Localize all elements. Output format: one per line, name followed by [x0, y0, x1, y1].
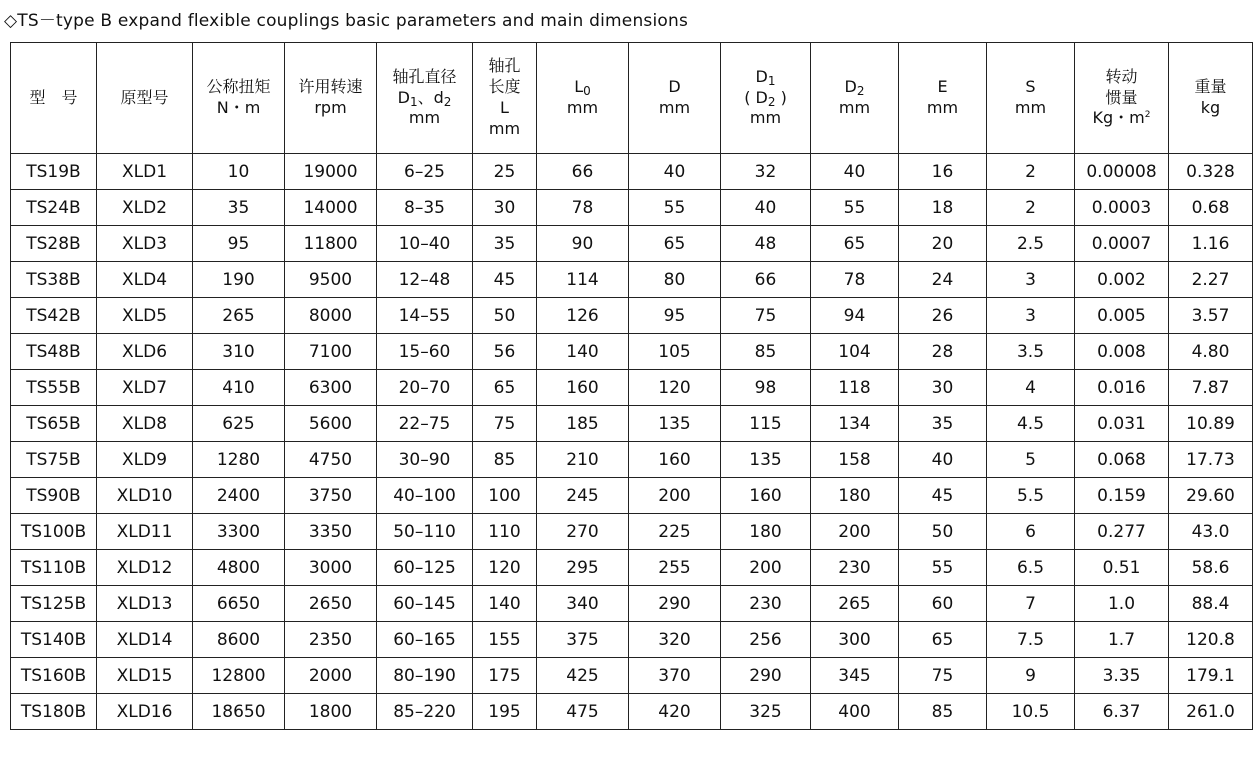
cell-e: 35 [899, 406, 987, 442]
cell-model: TS24B [11, 190, 97, 226]
cell-bore-diameter: 85–220 [377, 694, 473, 730]
cell-speed: 2350 [285, 622, 377, 658]
cell-speed: 2000 [285, 658, 377, 694]
header-original-model: 原型号 [97, 43, 193, 154]
cell-d1: 160 [721, 478, 811, 514]
cell-e: 24 [899, 262, 987, 298]
table-row [11, 334, 1253, 370]
cell-s: 2.5 [987, 226, 1075, 262]
cell-original-model: XLD14 [97, 622, 193, 658]
cell-inertia: 0.00008 [1075, 154, 1169, 190]
cell-l0: 185 [537, 406, 629, 442]
cell-bore-length: 110 [473, 514, 537, 550]
cell-d1: 115 [721, 406, 811, 442]
cell-torque: 190 [193, 262, 285, 298]
cell-inertia: 0.008 [1075, 334, 1169, 370]
cell-original-model: XLD3 [97, 226, 193, 262]
cell-speed: 14000 [285, 190, 377, 226]
cell-l0: 245 [537, 478, 629, 514]
cell-weight: 0.68 [1169, 190, 1253, 226]
cell-speed: 3750 [285, 478, 377, 514]
cell-s: 7 [987, 586, 1075, 622]
cell-bore-diameter: 60–165 [377, 622, 473, 658]
cell-bore-diameter: 14–55 [377, 298, 473, 334]
cell-e: 75 [899, 658, 987, 694]
cell-l0: 295 [537, 550, 629, 586]
cell-l0: 114 [537, 262, 629, 298]
cell-d1: 230 [721, 586, 811, 622]
cell-bore-diameter: 6–25 [377, 154, 473, 190]
cell-inertia: 1.0 [1075, 586, 1169, 622]
header-torque: 公称扭矩 N・m [193, 43, 285, 154]
cell-l0: 66 [537, 154, 629, 190]
cell-original-model: XLD1 [97, 154, 193, 190]
cell-d2: 104 [811, 334, 899, 370]
cell-bore-diameter: 30–90 [377, 442, 473, 478]
table-row [11, 298, 1253, 334]
cell-inertia: 0.031 [1075, 406, 1169, 442]
cell-inertia: 3.35 [1075, 658, 1169, 694]
cell-speed: 6300 [285, 370, 377, 406]
cell-d: 320 [629, 622, 721, 658]
cell-bore-diameter: 50–110 [377, 514, 473, 550]
cell-weight: 10.89 [1169, 406, 1253, 442]
cell-d2: 158 [811, 442, 899, 478]
header-d2: $D_2$ mm [811, 43, 899, 154]
cell-speed: 3000 [285, 550, 377, 586]
cell-speed: 11800 [285, 226, 377, 262]
cell-bore-length: 45 [473, 262, 537, 298]
cell-bore-length: 120 [473, 550, 537, 586]
cell-d1: 200 [721, 550, 811, 586]
cell-d: 55 [629, 190, 721, 226]
cell-l0: 140 [537, 334, 629, 370]
cell-model: TS100B [11, 514, 97, 550]
cell-original-model: XLD6 [97, 334, 193, 370]
cell-model: TS90B [11, 478, 97, 514]
cell-d1: 180 [721, 514, 811, 550]
header-l0: $L_0$ mm [537, 43, 629, 154]
cell-d2: 180 [811, 478, 899, 514]
cell-e: 28 [899, 334, 987, 370]
cell-torque: 410 [193, 370, 285, 406]
cell-model: TS48B [11, 334, 97, 370]
coupling-dimensions-table [10, 42, 1253, 730]
cell-d1: 40 [721, 190, 811, 226]
cell-l0: 160 [537, 370, 629, 406]
cell-speed: 7100 [285, 334, 377, 370]
cell-d: 120 [629, 370, 721, 406]
cell-s: 9 [987, 658, 1075, 694]
cell-original-model: XLD5 [97, 298, 193, 334]
document-title: ◇TS－type B expand flexible couplings basic parameters and main dimensions [4, 11, 689, 31]
cell-e: 26 [899, 298, 987, 334]
cell-speed: 3350 [285, 514, 377, 550]
cell-speed: 4750 [285, 442, 377, 478]
header-model: 型 号 [11, 43, 97, 154]
cell-model: TS180B [11, 694, 97, 730]
cell-model: TS75B [11, 442, 97, 478]
cell-speed: 1800 [285, 694, 377, 730]
table-row [11, 622, 1253, 658]
cell-original-model: XLD2 [97, 190, 193, 226]
cell-bore-length: 25 [473, 154, 537, 190]
cell-bore-diameter: 10–40 [377, 226, 473, 262]
cell-d: 200 [629, 478, 721, 514]
cell-bore-length: 56 [473, 334, 537, 370]
cell-d1: 98 [721, 370, 811, 406]
cell-d2: 134 [811, 406, 899, 442]
cell-weight: 88.4 [1169, 586, 1253, 622]
cell-inertia: 1.7 [1075, 622, 1169, 658]
cell-e: 30 [899, 370, 987, 406]
cell-bore-diameter: 12–48 [377, 262, 473, 298]
header-row [11, 43, 1253, 154]
cell-d2: 300 [811, 622, 899, 658]
cell-model: TS160B [11, 658, 97, 694]
cell-weight: 0.328 [1169, 154, 1253, 190]
cell-inertia: 0.068 [1075, 442, 1169, 478]
header-bore-length: 轴孔 长度 L mm [473, 43, 537, 154]
cell-l0: 270 [537, 514, 629, 550]
table-row [11, 514, 1253, 550]
cell-bore-diameter: 15–60 [377, 334, 473, 370]
cell-bore-length: 155 [473, 622, 537, 658]
cell-bore-length: 140 [473, 586, 537, 622]
cell-inertia: 0.0003 [1075, 190, 1169, 226]
cell-l0: 126 [537, 298, 629, 334]
cell-weight: 120.8 [1169, 622, 1253, 658]
cell-d1: 32 [721, 154, 811, 190]
cell-torque: 625 [193, 406, 285, 442]
cell-d: 160 [629, 442, 721, 478]
cell-d2: 230 [811, 550, 899, 586]
cell-model: TS110B [11, 550, 97, 586]
cell-e: 65 [899, 622, 987, 658]
cell-d: 225 [629, 514, 721, 550]
cell-torque: 265 [193, 298, 285, 334]
cell-original-model: XLD8 [97, 406, 193, 442]
cell-e: 50 [899, 514, 987, 550]
cell-inertia: 0.016 [1075, 370, 1169, 406]
cell-d1: 135 [721, 442, 811, 478]
cell-weight: 58.6 [1169, 550, 1253, 586]
cell-s: 6.5 [987, 550, 1075, 586]
cell-d1: 325 [721, 694, 811, 730]
cell-e: 85 [899, 694, 987, 730]
cell-d: 290 [629, 586, 721, 622]
table-row [11, 442, 1253, 478]
cell-model: TS38B [11, 262, 97, 298]
header-s: S mm [987, 43, 1075, 154]
cell-original-model: XLD12 [97, 550, 193, 586]
cell-l0: 90 [537, 226, 629, 262]
cell-original-model: XLD13 [97, 586, 193, 622]
cell-d1: 256 [721, 622, 811, 658]
table-row [11, 586, 1253, 622]
cell-model: TS19B [11, 154, 97, 190]
cell-speed: 5600 [285, 406, 377, 442]
cell-torque: 18650 [193, 694, 285, 730]
cell-bore-length: 50 [473, 298, 537, 334]
table-row [11, 262, 1253, 298]
cell-weight: 17.73 [1169, 442, 1253, 478]
cell-original-model: XLD11 [97, 514, 193, 550]
cell-torque: 3300 [193, 514, 285, 550]
cell-s: 7.5 [987, 622, 1075, 658]
table-header [11, 43, 1253, 154]
cell-weight: 2.27 [1169, 262, 1253, 298]
table-row [11, 154, 1253, 190]
table-row [11, 694, 1253, 730]
cell-d: 65 [629, 226, 721, 262]
cell-torque: 2400 [193, 478, 285, 514]
cell-s: 4.5 [987, 406, 1075, 442]
cell-s: 10.5 [987, 694, 1075, 730]
cell-bore-diameter: 22–75 [377, 406, 473, 442]
cell-e: 16 [899, 154, 987, 190]
cell-original-model: XLD10 [97, 478, 193, 514]
cell-torque: 12800 [193, 658, 285, 694]
cell-bore-length: 100 [473, 478, 537, 514]
cell-bore-diameter: 40–100 [377, 478, 473, 514]
cell-bore-diameter: 60–125 [377, 550, 473, 586]
cell-model: TS28B [11, 226, 97, 262]
cell-d: 40 [629, 154, 721, 190]
cell-d1: 66 [721, 262, 811, 298]
cell-s: 5 [987, 442, 1075, 478]
table-row [11, 226, 1253, 262]
header-e: E mm [899, 43, 987, 154]
cell-original-model: XLD7 [97, 370, 193, 406]
cell-d2: 55 [811, 190, 899, 226]
cell-d1: 290 [721, 658, 811, 694]
header-d: D mm [629, 43, 721, 154]
header-bore-diameter: 轴孔直径 $D_1$、$d_2$ mm [377, 43, 473, 154]
header-speed: 许用转速 rpm [285, 43, 377, 154]
cell-weight: 179.1 [1169, 658, 1253, 694]
cell-bore-diameter: 60–145 [377, 586, 473, 622]
cell-weight: 43.0 [1169, 514, 1253, 550]
cell-d2: 200 [811, 514, 899, 550]
cell-speed: 8000 [285, 298, 377, 334]
cell-inertia: 0.005 [1075, 298, 1169, 334]
cell-d1: 85 [721, 334, 811, 370]
cell-speed: 19000 [285, 154, 377, 190]
cell-d: 370 [629, 658, 721, 694]
cell-weight: 29.60 [1169, 478, 1253, 514]
cell-s: 3 [987, 298, 1075, 334]
cell-d: 420 [629, 694, 721, 730]
table-row [11, 478, 1253, 514]
cell-speed: 9500 [285, 262, 377, 298]
cell-torque: 6650 [193, 586, 285, 622]
cell-l0: 210 [537, 442, 629, 478]
cell-model: TS42B [11, 298, 97, 334]
cell-torque: 4800 [193, 550, 285, 586]
cell-d2: 265 [811, 586, 899, 622]
cell-d1: 48 [721, 226, 811, 262]
cell-weight: 261.0 [1169, 694, 1253, 730]
cell-s: 3.5 [987, 334, 1075, 370]
cell-speed: 2650 [285, 586, 377, 622]
cell-bore-length: 30 [473, 190, 537, 226]
cell-torque: 35 [193, 190, 285, 226]
cell-original-model: XLD15 [97, 658, 193, 694]
table-row [11, 370, 1253, 406]
cell-torque: 8600 [193, 622, 285, 658]
cell-torque: 1280 [193, 442, 285, 478]
cell-d: 80 [629, 262, 721, 298]
cell-torque: 10 [193, 154, 285, 190]
cell-l0: 425 [537, 658, 629, 694]
cell-weight: 7.87 [1169, 370, 1253, 406]
cell-e: 55 [899, 550, 987, 586]
cell-d2: 78 [811, 262, 899, 298]
cell-bore-length: 175 [473, 658, 537, 694]
cell-bore-diameter: 8–35 [377, 190, 473, 226]
cell-original-model: XLD9 [97, 442, 193, 478]
cell-d2: 400 [811, 694, 899, 730]
cell-l0: 340 [537, 586, 629, 622]
cell-d: 255 [629, 550, 721, 586]
cell-d2: 94 [811, 298, 899, 334]
cell-e: 40 [899, 442, 987, 478]
cell-s: 2 [987, 154, 1075, 190]
header-inertia: 转动 惯量 Kg・$m^2$ [1075, 43, 1169, 154]
table-row [11, 406, 1253, 442]
cell-d2: 40 [811, 154, 899, 190]
cell-bore-diameter: 20–70 [377, 370, 473, 406]
cell-s: 3 [987, 262, 1075, 298]
cell-e: 60 [899, 586, 987, 622]
cell-weight: 4.80 [1169, 334, 1253, 370]
cell-l0: 375 [537, 622, 629, 658]
cell-bore-length: 195 [473, 694, 537, 730]
cell-d: 135 [629, 406, 721, 442]
cell-d: 95 [629, 298, 721, 334]
cell-bore-length: 75 [473, 406, 537, 442]
cell-weight: 1.16 [1169, 226, 1253, 262]
cell-s: 6 [987, 514, 1075, 550]
cell-s: 5.5 [987, 478, 1075, 514]
cell-l0: 78 [537, 190, 629, 226]
cell-original-model: XLD16 [97, 694, 193, 730]
cell-model: TS55B [11, 370, 97, 406]
cell-inertia: 0.277 [1075, 514, 1169, 550]
cell-d2: 118 [811, 370, 899, 406]
cell-bore-length: 65 [473, 370, 537, 406]
cell-d2: 65 [811, 226, 899, 262]
cell-model: TS140B [11, 622, 97, 658]
cell-e: 45 [899, 478, 987, 514]
cell-model: TS65B [11, 406, 97, 442]
header-d1: $D_1$ ( $D_2$ ) mm [721, 43, 811, 154]
cell-d1: 75 [721, 298, 811, 334]
table-body [11, 154, 1253, 730]
cell-inertia: 0.0007 [1075, 226, 1169, 262]
cell-l0: 475 [537, 694, 629, 730]
cell-d: 105 [629, 334, 721, 370]
table-row [11, 190, 1253, 226]
cell-inertia: 0.51 [1075, 550, 1169, 586]
cell-torque: 95 [193, 226, 285, 262]
cell-model: TS125B [11, 586, 97, 622]
cell-inertia: 0.159 [1075, 478, 1169, 514]
cell-weight: 3.57 [1169, 298, 1253, 334]
cell-s: 4 [987, 370, 1075, 406]
table-row [11, 550, 1253, 586]
cell-d2: 345 [811, 658, 899, 694]
cell-torque: 310 [193, 334, 285, 370]
cell-e: 18 [899, 190, 987, 226]
cell-bore-length: 85 [473, 442, 537, 478]
cell-s: 2 [987, 190, 1075, 226]
cell-inertia: 6.37 [1075, 694, 1169, 730]
cell-bore-length: 35 [473, 226, 537, 262]
table-container [10, 42, 1252, 730]
cell-inertia: 0.002 [1075, 262, 1169, 298]
cell-e: 20 [899, 226, 987, 262]
header-weight: 重量 kg [1169, 43, 1253, 154]
cell-bore-diameter: 80–190 [377, 658, 473, 694]
cell-original-model: XLD4 [97, 262, 193, 298]
table-row [11, 658, 1253, 694]
